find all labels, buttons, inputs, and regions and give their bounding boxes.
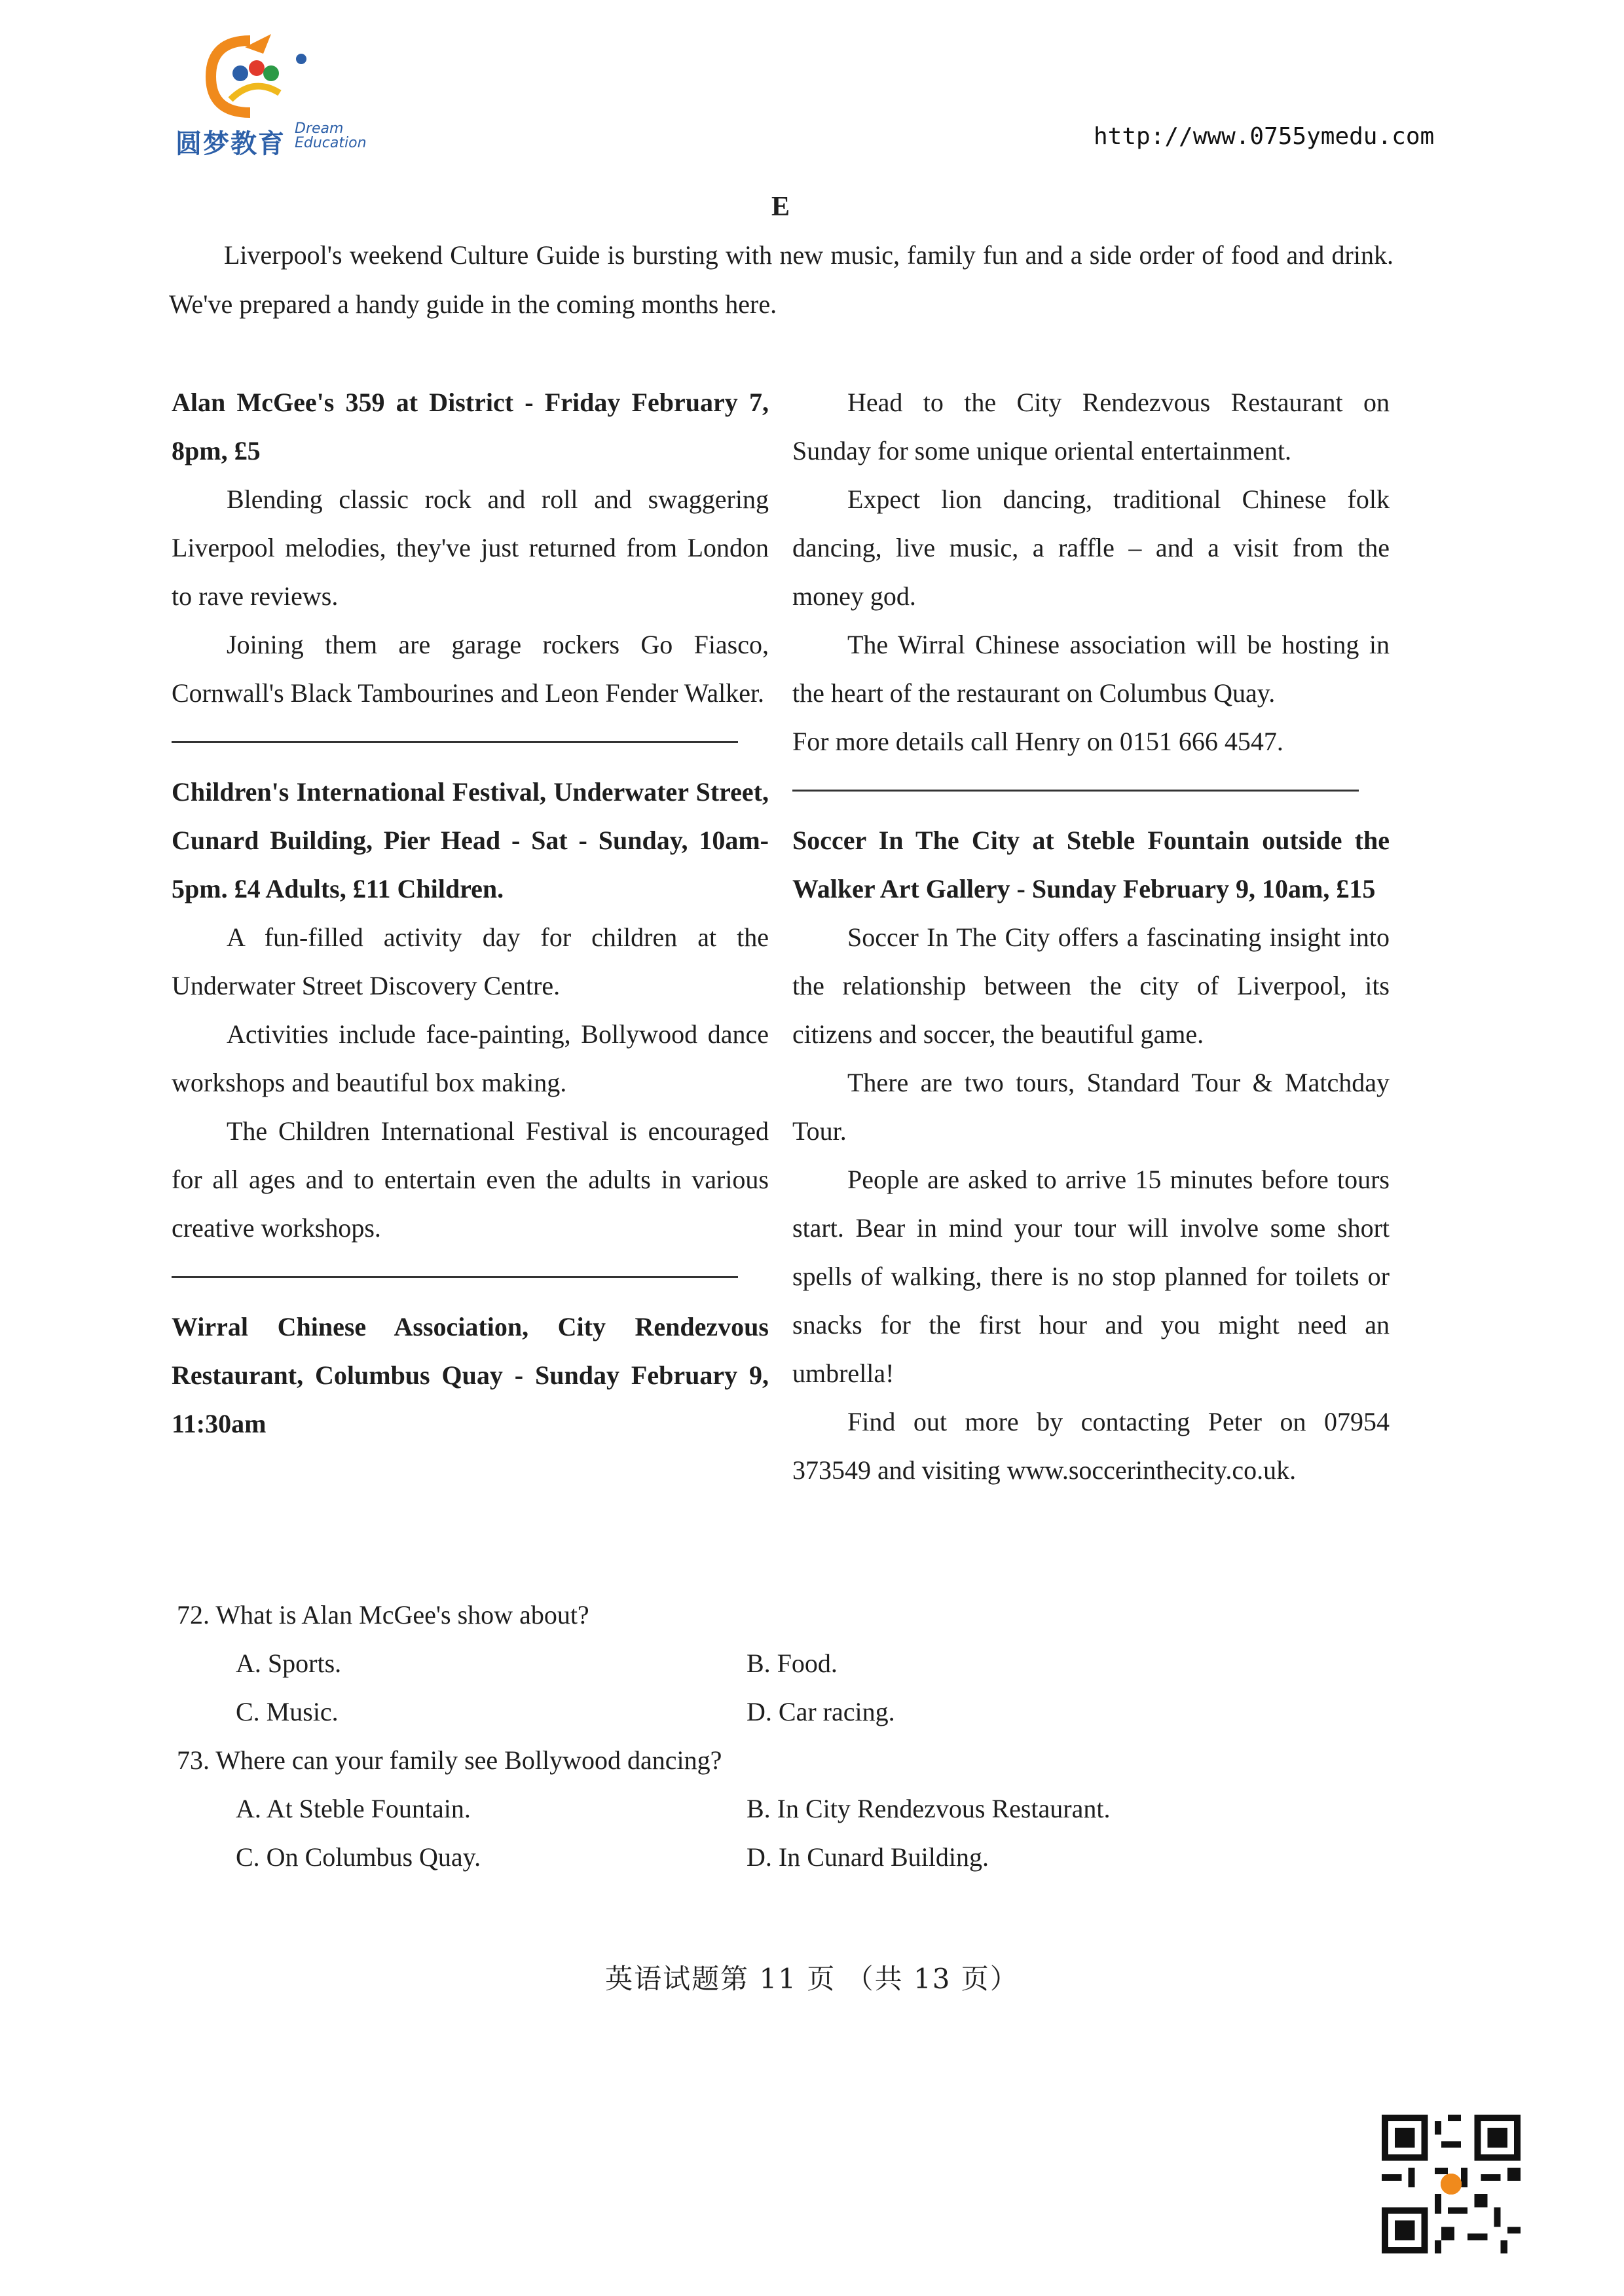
event-paragraph: For more details call Henry on 0151 666 4547. <box>792 727 1283 756</box>
section-letter: E <box>771 192 790 222</box>
page-footer: 英语试题第 11 页 （共 13 页） <box>605 1963 1019 1995</box>
logo-english-line2: Education <box>295 135 367 151</box>
event-paragraph: Expect lion dancing, traditional Chinese folk dancing, live music, a raffle – and a visit from the money god. <box>792 484 1390 611</box>
event-paragraph: The Children International Festival is encouraged for all ages and to entertain even the adults in various creative workshops. <box>172 1116 769 1243</box>
event-paragraph: A fun-filled activity day for children at the Underwater Street Discovery Centre. <box>172 922 769 1000</box>
logo-emblem-icon <box>172 27 388 126</box>
event-paragraph: The Wirral Chinese association will be hosting in the heart of the restaurant on Columbus Quay. <box>792 630 1390 708</box>
question-stem: 72. What is Alan McGee's show about? <box>177 1600 589 1630</box>
option-d: D. Car racing. <box>747 1697 895 1726</box>
qr-code-icon <box>1382 2115 1521 2253</box>
option-d: D. In Cunard Building. <box>747 1842 989 1872</box>
event-heading-wirral-chinese: Wirral Chinese Association, City Rendezvous Restaurant, Columbus Quay - Sunday February 9, 11:30am <box>172 1312 769 1438</box>
option-a: A. At Steble Fountain. <box>236 1794 471 1823</box>
event-paragraph: Soccer In The City offers a fascinating insight into the relationship between the city of Liverpool, its citizens and soccer, the beautiful game. <box>792 922 1390 1049</box>
option-c: C. On Columbus Quay. <box>236 1842 481 1872</box>
event-heading-alan-mcgee: Alan McGee's 359 at District - Friday February 7, 8pm, £5 <box>172 388 769 465</box>
logo-chinese-text: 圆梦教育 <box>175 129 286 159</box>
questions-section <box>177 1591 1421 1882</box>
logo-english-line1: Dream <box>295 120 344 137</box>
question-stem: 73. Where can your family see Bollywood dancing? <box>177 1745 722 1775</box>
option-c: C. Music. <box>236 1697 339 1726</box>
question-options <box>236 1639 1421 1736</box>
option-a: A. Sports. <box>236 1649 342 1678</box>
option-b: B. In City Rendezvous Restaurant. <box>747 1794 1111 1823</box>
event-paragraph: Find out more by contacting Peter on 07954 373549 and visiting www.soccerinthecity.co.uk. <box>792 1407 1390 1485</box>
event-heading-soccer-in-the-city: Soccer In The City at Steble Fountain outside the Walker Art Gallery - Sunday February 9, 10am, £15 <box>792 826 1390 903</box>
option-b: B. Food. <box>747 1649 838 1678</box>
left-column <box>172 378 769 1448</box>
event-paragraph: Joining them are garage rockers Go Fiasco, Cornwall's Black Tambourines and Leon Fender Walker. <box>172 630 769 708</box>
header-url: http://www.0755ymedu.com <box>1094 123 1435 150</box>
section-divider <box>172 1276 738 1278</box>
event-paragraph: Activities include face-painting, Bollywood dance workshops and beautiful box making. <box>172 1019 769 1097</box>
event-paragraph: Head to the City Rendezvous Restaurant on Sunday for some unique oriental entertainment. <box>792 388 1390 465</box>
event-heading-childrens-festival: Children's International Festival, Underwater Street, Cunard Building, Pier Head - Sat - Sunday, 10am-5pm. £4 Adults, £11 Children. <box>172 777 769 903</box>
right-column <box>792 378 1390 1495</box>
intro-paragraph: Liverpool's weekend Culture Guide is bursting with new music, family fun and a side order of food and drink. We've prepared a handy guide in the coming months here. <box>169 240 1393 319</box>
event-paragraph: There are two tours, Standard Tour & Matchday Tour. <box>792 1068 1390 1146</box>
qr-code <box>1382 2115 1521 2253</box>
event-paragraph: People are asked to arrive 15 minutes before tours start. Bear in mind your tour will involve some short spells of walking, there is no stop planned for toilets or snacks for the first hour and you might need an umbrella! <box>792 1165 1390 1388</box>
question-options <box>236 1785 1421 1882</box>
logo-english-text <box>295 122 367 151</box>
section-divider <box>172 741 738 743</box>
event-paragraph: Blending classic rock and roll and swaggering Liverpool melodies, they've just returned from London to rave reviews. <box>172 484 769 611</box>
section-divider <box>792 790 1359 792</box>
